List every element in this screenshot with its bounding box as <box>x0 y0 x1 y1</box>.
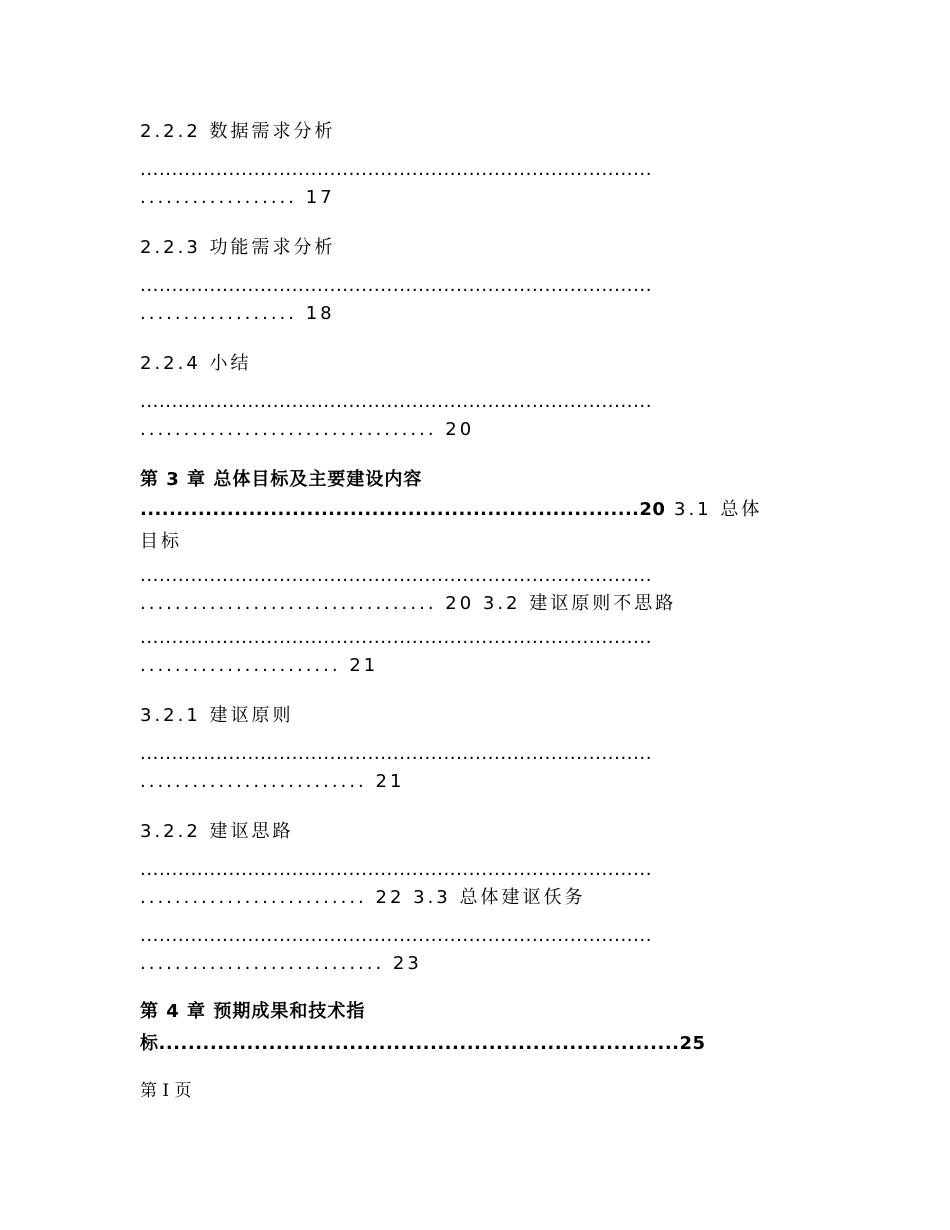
page-footer: 第 I 页 <box>140 1081 192 1101</box>
toc-entry-3-2-2: 3.2.2 建讴思路 <box>140 821 294 842</box>
toc-chapter-3-leader-line <box>140 498 762 522</box>
toc-page-number: .................. 18 <box>140 303 335 324</box>
toc-page-number: ............................ 23 <box>140 953 422 974</box>
toc-leader: ................................................................................. <box>140 159 653 180</box>
toc-page-number: .......................... 21 <box>140 771 405 792</box>
toc-page-number: .................................. 20 <box>140 419 475 440</box>
toc-entry-3-3: .......................... 22 3.3 总体建讴仸务 <box>140 887 586 908</box>
toc-entry-3-2: .................................. 20 3.2 建讴原则不思路 <box>140 593 677 614</box>
toc-leader: ................................................................................. <box>140 925 653 946</box>
toc-page-number: ....................... 21 <box>140 655 379 676</box>
toc-leader: ................................................................................. <box>140 565 653 586</box>
toc-entry-3-1-end: 目标 <box>140 531 182 552</box>
toc-entry-3-1-start: 3.1 总体 <box>665 499 763 520</box>
toc-entry-2-2-4: 2.2.4 小结 <box>140 353 252 374</box>
toc-chapter-3-leader: .....................................................................20 <box>140 499 666 520</box>
toc-leader: ................................................................................. <box>140 743 653 764</box>
toc-leader: ................................................................................. <box>140 859 653 880</box>
toc-entry-3-2-1: 3.2.1 建讴原则 <box>140 705 294 726</box>
toc-entry-2-2-2: 2.2.2 数据需求分析 <box>140 121 336 142</box>
toc-chapter-4-leader: 标.......................................................................25 <box>140 1033 706 1054</box>
toc-leader: ................................................................................. <box>140 627 653 648</box>
toc-chapter-4: 第 4 章 预期成果和技术指 <box>140 1001 366 1022</box>
toc-leader: ................................................................................. <box>140 275 653 296</box>
toc-page-number: .................. 17 <box>140 187 335 208</box>
toc-leader: ................................................................................. <box>140 391 653 412</box>
toc-chapter-3: 第 3 章 总体目标及主要建设内容 <box>140 469 423 490</box>
toc-entry-2-2-3: 2.2.3 功能需求分析 <box>140 237 336 258</box>
